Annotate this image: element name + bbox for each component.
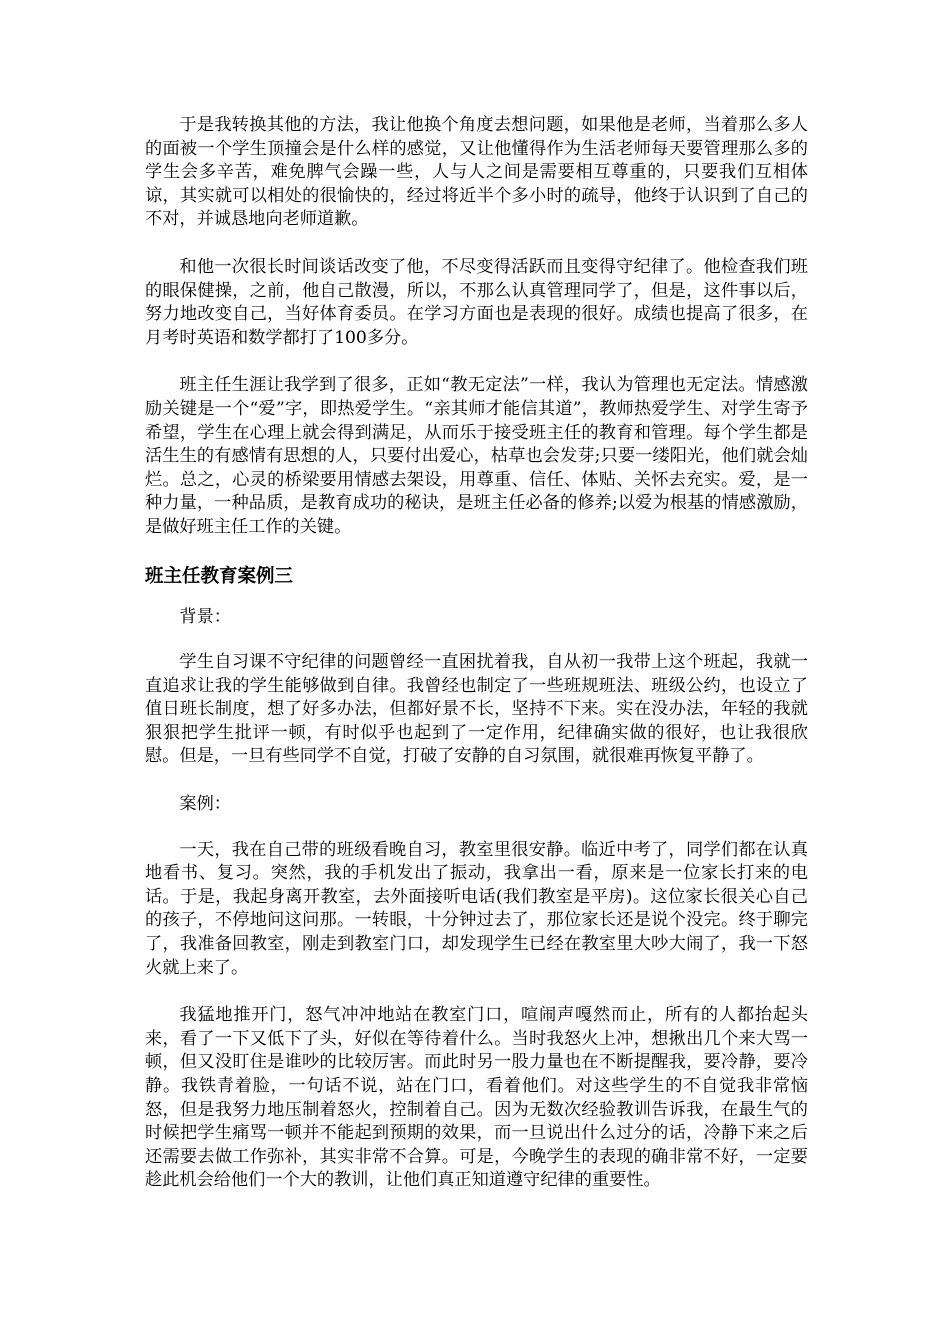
background-label: 背景： <box>179 606 231 627</box>
body-paragraph: 班主任生涯让我学到了很多，正如“教无定法”一样，我认为管理也无定法。情感激励关键是一个“爱”字，即热爱学生。“亲其师才能信其道”，教师热爱学生、对学生寄予希望，学生在心理上就会得到满足，从而乐于接受班主任的教育和管理。每个学生都是活生生的有感情有思想的人，只要付出爱心，枯草也会发芽;只要一缕阳光，他们就会灿烂。总之，心灵的桥梁要用情感去架设，用尊重、信任、体贴、关怀去充实。爱，是一种力量，一种品质，是教育成功的秘诀，是班主任必备的修养;以爱为根基的情感激励，是做好班主任工作的关键。 <box>145 375 808 537</box>
case-paragraph: 一天，我在自己带的班级看晚自习，教室里很安静。临近中考了，同学们都在认真地看书、复习。突然，我的手机发出了振动，我拿出一看，原来是一位家长打来的电话。于是，我起身离开教室，去外面接听电话(我们教室是平房)。这位家长很关心自己的孩子，不停地问这问那。一转眼，十分钟过去了，那位家长还是说个没完。终于聊完了，我准备回教室，刚走到教室门口，却发现学生已经在教室里大吵大闹了，我一下怒火就上来了。 <box>145 839 808 978</box>
body-paragraph: 于是我转换其他的方法，我让他换个角度去想问题，如果他是老师，当着那么多人的面被一个学生顶撞会是什么样的感觉，又让他懂得作为生活老师每天要管理那么多的学生会多辛苦，难免脾气会躁一些，人与人之间是需要相互尊重的，只要我们互相体谅，其实就可以相处的很愉快的，经过将近半个多小时的疏导，他终于认识到了自己的不对，并诚恳地向老师道歉。 <box>145 115 808 230</box>
document-page <box>145 114 808 1217</box>
body-paragraph: 和他一次很长时间谈话改变了他，不尽变得活跃而且变得守纪律了。他检查我们班的眼保健操，之前，他自己散漫，所以，不那么认真管理同学了，但是，这件事以后，努力地改变自己，当好体育委员。在学习方面也是表现的很好。成绩也提高了很多，在月考时英语和数学都打了100多分。 <box>145 256 808 348</box>
background-paragraph: 学生自习课不守纪律的问题曾经一直困扰着我，自从初一我带上这个班起，我就一直追求让我的学生能够做到自律。我曾经也制定了一些班规班法、班级公约，也设立了值日班长制度，想了好多办法，但都好景不长，坚持不下来。实在没办法，年轻的我就狠狠把学生批评一顿，有时似乎也起到了一定作用，纪律确实做的很好，也让我很欣慰。但是，一旦有些同学不自觉，打破了安静的自习氛围，就很难再恢复平静了。 <box>145 652 808 767</box>
case-paragraph: 我猛地推开门，怒气冲冲地站在教室门口，喧闹声嘎然而止，所有的人都抬起头来，看了一下又低下了头，好似在等待着什么。当时我怒火上冲，想揪出几个来大骂一顿，但又没盯住是谁吵的比较厉害。而此时另一股力量也在不断提醒我，要冷静，要冷静。我铁青着脸，一句话不说，站在门口，看着他们。对这些学生的不自觉我非常恼怒，但是我努力地压制着怒火，控制着自己。因为无数次经验教训告诉我，在最生气的时候把学生痛骂一顿并不能起到预期的效果，而一旦说出什么过分的话，冷静下来之后还需要去做工作弥补，其实非常不合算。可是，今晚学生的表现的确非常不好，一定要趁此机会给他们一个大的教训，让他们真正知道遵守纪律的重要性。 <box>145 1005 808 1191</box>
section-heading: 班主任教育案例三 <box>145 565 294 587</box>
case-label: 案例： <box>179 794 231 815</box>
